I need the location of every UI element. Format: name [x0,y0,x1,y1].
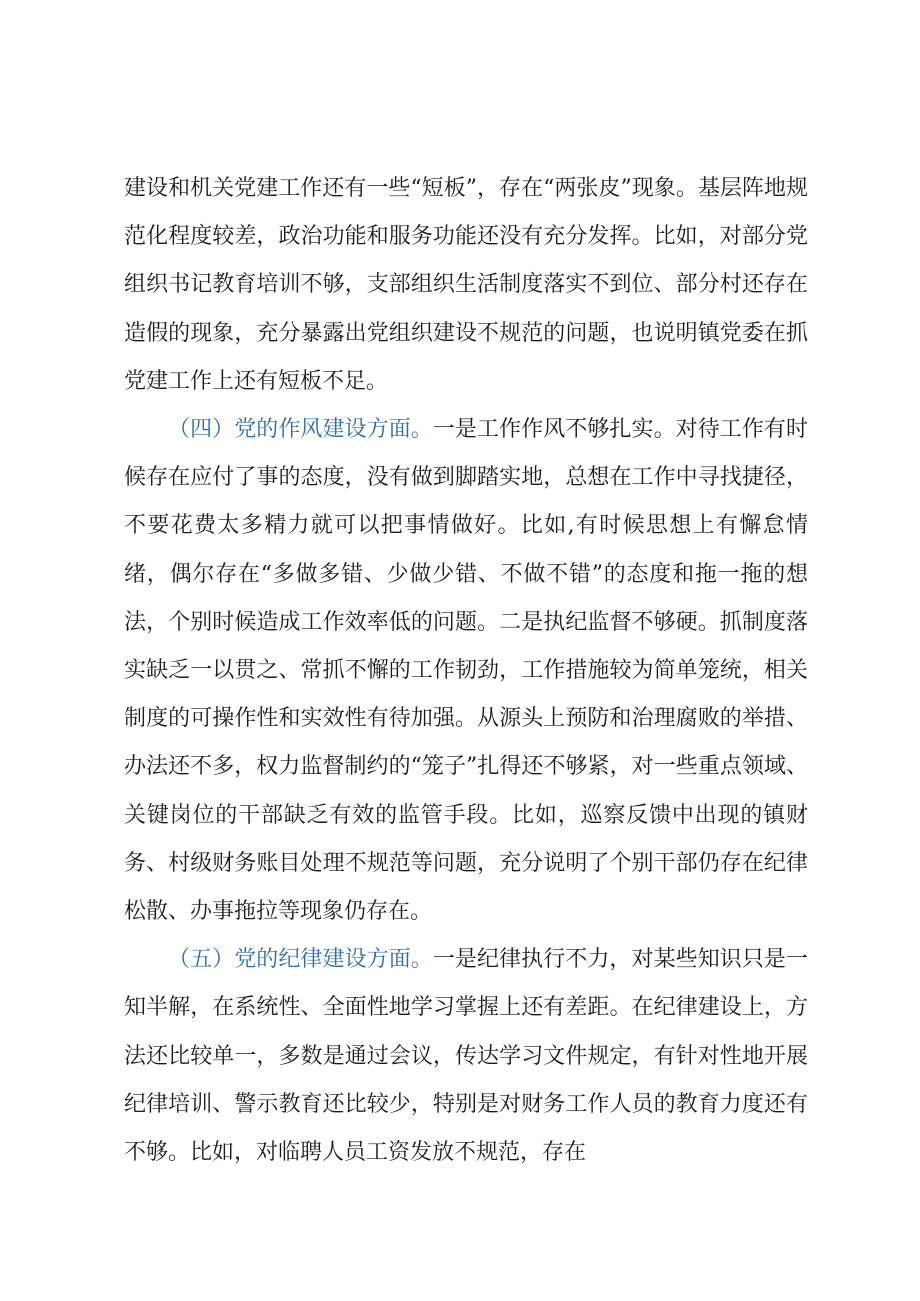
section-heading-work-style: （四）党的作风建设方面。 [168,417,433,443]
paragraph-work-style [124,406,808,936]
section-heading-discipline: （五）党的纪律建设方面。 [168,947,433,973]
paragraph-discipline [124,936,808,1177]
paragraph-body-text: 建设和机关党建工作还有一些“短板”，存在“两张皮”现象。基层阵地规范化程度较差，政治功能和服务功能还没有充分发挥。比如，对部分党组织书记教育培训不够，支部组织生活制度落实不到位、部分村还存在造假的现象，充分暴露出党组织建设不规范的问题，也说明镇党委在抓党建工作上还有短板不足。 [124,176,808,394]
document-body [124,165,808,1177]
paragraph-body-text: 一是工作作风不够扎实。对待工作有时候存在应付了事的态度，没有做到脚踏实地，总想在工作中寻找捷径，不要花费太多精力就可以把事情做好。比如,有时候思想上有懈怠情绪，偶尔存在“多做多错、少做少错、不做不错”的态度和拖一拖的想法，个别时候造成工作效率低的问题。二是执纪监督不够硬。抓制度落实缺乏一以贯之、常抓不懈的工作韧劲，工作措施较为简单笼统，相关制度的可操作性和实效性有待加强。从源头上预防和治理腐败的举措、办法还不多，权力监督制约的“笼子”扎得还不够紧，对一些重点领域、关键岗位的干部缺乏有效的监管手段。比如，巡察反馈中出现的镇财务、村级财务账目处理不规范等问题，充分说明了个别干部仍存在纪律松散、办事拖拉等现象仍存在。 [124,417,808,925]
paragraph-body-text: 一是纪律执行不力，对某些知识只是一知半解，在系统性、全面性地学习掌握上还有差距。在纪律建设上，方法还比较单一，多数是通过会议，传达学习文件规定，有针对性地开展纪律培训、警示教育还比较少，特别是对财务工作人员的教育力度还有不够。比如，对临聘人员工资发放不规范，存在 [124,947,808,1166]
paragraph-party-building [124,165,808,406]
